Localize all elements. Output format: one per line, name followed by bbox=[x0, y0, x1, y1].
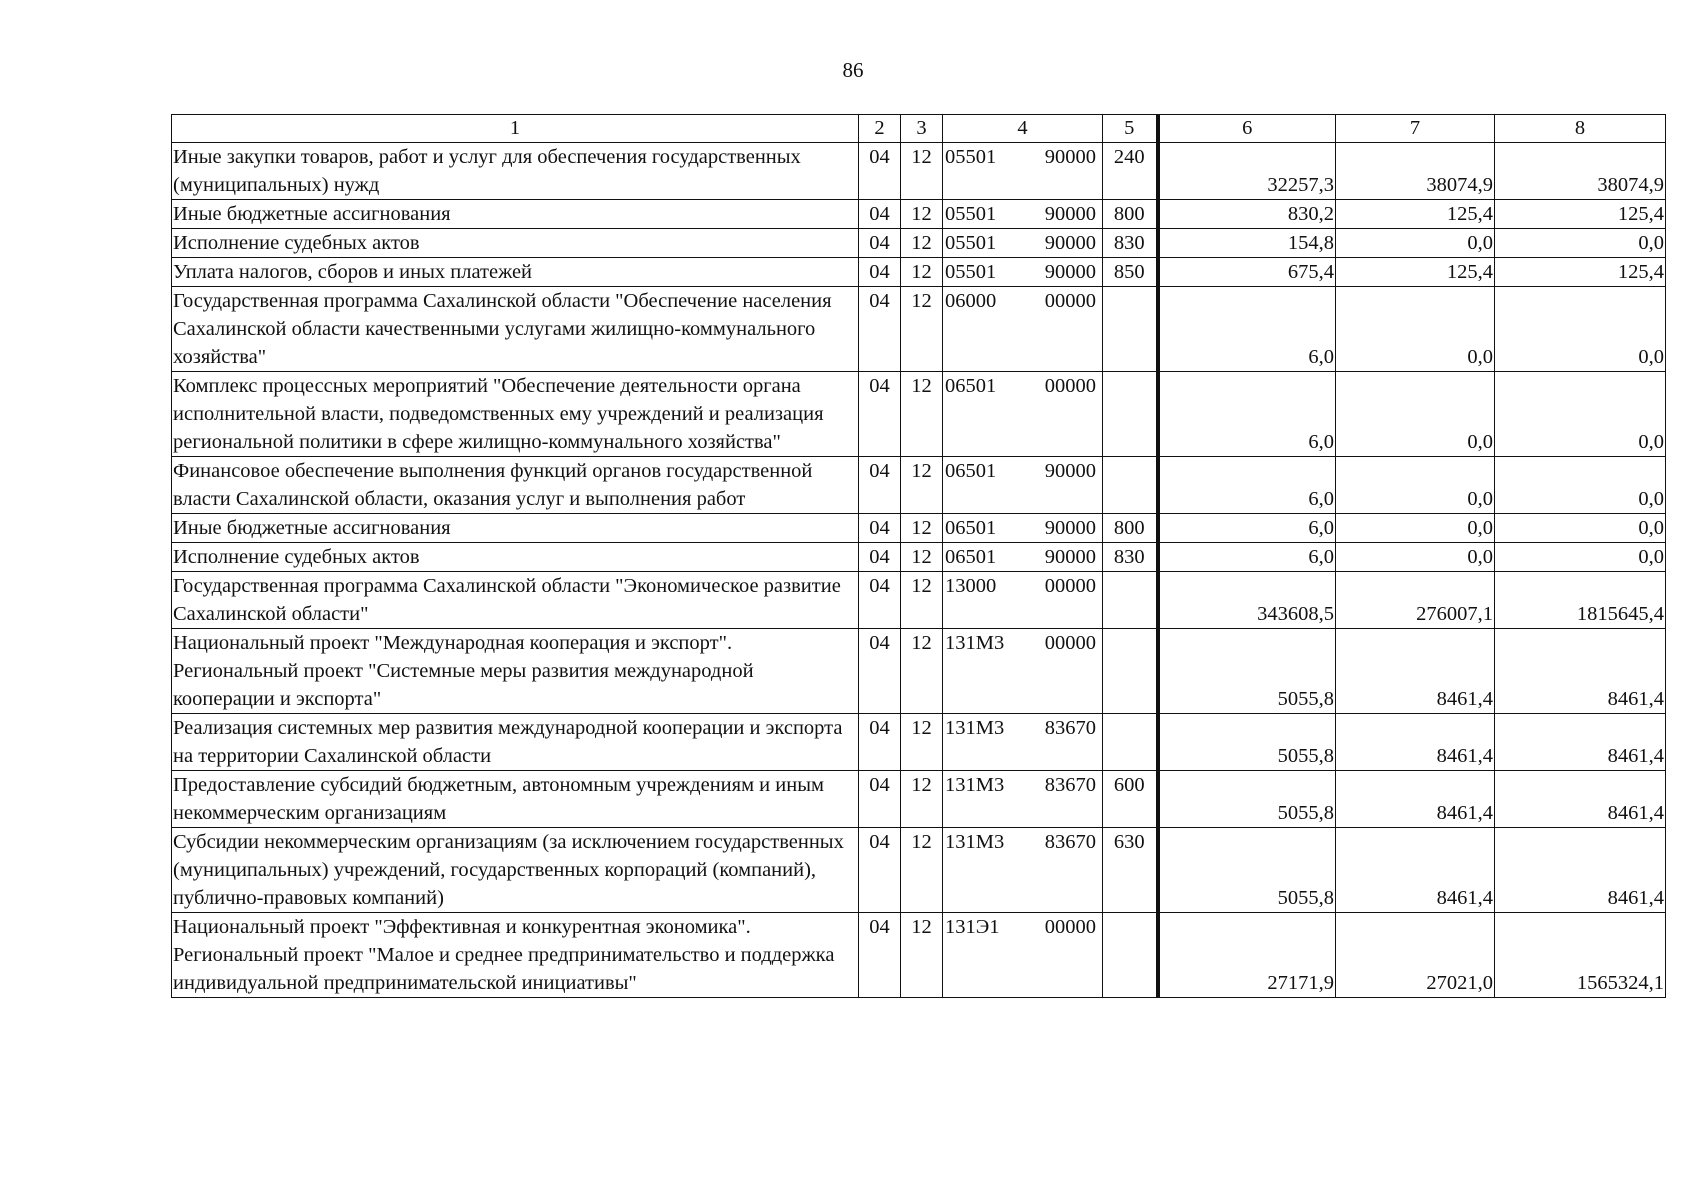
row-name-cell: Государственная программа Сахалинской области "Обеспечение населения Сахалинской области качественными услугами жилищно-коммунального хозяйства" bbox=[172, 287, 859, 372]
value-col8-cell: 0,0 bbox=[1495, 229, 1666, 258]
value-col6-cell: 5055,8 bbox=[1158, 714, 1336, 771]
subsection-code-cell: 12 bbox=[901, 714, 943, 771]
table-row bbox=[172, 200, 1666, 229]
value-col6-cell: 27171,9 bbox=[1158, 913, 1336, 998]
value-col6-cell: 154,8 bbox=[1158, 229, 1336, 258]
target-article-program-part: 131М3 bbox=[945, 717, 1005, 739]
section-code-cell: 04 bbox=[859, 828, 901, 913]
row-name-cell: Уплата налогов, сборов и иных платежей bbox=[172, 258, 859, 287]
subsection-code-cell: 12 bbox=[901, 828, 943, 913]
target-article-program-part: 131М3 bbox=[945, 632, 1005, 654]
subsection-code-cell: 12 bbox=[901, 629, 943, 714]
expense-type-cell: 830 bbox=[1103, 543, 1158, 572]
value-col7-cell: 276007,1 bbox=[1336, 572, 1495, 629]
row-name-cell: Национальный проект "Международная кооперация и экспорт". Региональный проект "Системные меры развития международной кооперации и экспорта" bbox=[172, 629, 859, 714]
row-name-cell: Исполнение судебных актов bbox=[172, 229, 859, 258]
target-article-cell bbox=[943, 629, 1103, 714]
value-col8-cell: 8461,4 bbox=[1495, 629, 1666, 714]
value-col8-cell: 0,0 bbox=[1495, 287, 1666, 372]
value-col7-cell: 8461,4 bbox=[1336, 771, 1495, 828]
target-article-program-part: 13000 bbox=[945, 575, 997, 597]
value-col7-cell: 27021,0 bbox=[1336, 913, 1495, 998]
value-col6-cell: 830,2 bbox=[1158, 200, 1336, 229]
column-header: 2 bbox=[859, 115, 901, 143]
subsection-code-cell: 12 bbox=[901, 457, 943, 514]
target-article-direction-part: 90000 bbox=[1044, 232, 1096, 254]
expense-type-cell bbox=[1103, 714, 1158, 771]
value-col6-cell: 6,0 bbox=[1158, 514, 1336, 543]
table-row bbox=[172, 229, 1666, 258]
value-col8-cell: 38074,9 bbox=[1495, 143, 1666, 200]
table-row bbox=[172, 913, 1666, 998]
section-code-cell: 04 bbox=[859, 543, 901, 572]
subsection-code-cell: 12 bbox=[901, 372, 943, 457]
expense-type-cell bbox=[1103, 572, 1158, 629]
value-col6-cell: 32257,3 bbox=[1158, 143, 1336, 200]
target-article-direction-part: 90000 bbox=[1044, 517, 1096, 539]
target-article-program-part: 06501 bbox=[945, 517, 997, 539]
row-name-cell: Финансовое обеспечение выполнения функций органов государственной власти Сахалинской области, оказания услуг и выполнения работ bbox=[172, 457, 859, 514]
expense-type-cell: 850 bbox=[1103, 258, 1158, 287]
subsection-code-cell: 12 bbox=[901, 258, 943, 287]
table-row bbox=[172, 372, 1666, 457]
value-col6-cell: 343608,5 bbox=[1158, 572, 1336, 629]
section-code-cell: 04 bbox=[859, 714, 901, 771]
row-name-cell: Государственная программа Сахалинской области "Экономическое развитие Сахалинской области" bbox=[172, 572, 859, 629]
value-col8-cell: 1565324,1 bbox=[1495, 913, 1666, 998]
value-col7-cell: 0,0 bbox=[1336, 457, 1495, 514]
target-article-cell bbox=[943, 828, 1103, 913]
table-row bbox=[172, 714, 1666, 771]
table-row bbox=[172, 828, 1666, 913]
value-col8-cell: 1815645,4 bbox=[1495, 572, 1666, 629]
section-code-cell: 04 bbox=[859, 572, 901, 629]
target-article-direction-part: 90000 bbox=[1044, 460, 1096, 482]
target-article-program-part: 131Э1 bbox=[945, 916, 1000, 938]
row-name-cell: Субсидии некоммерческим организациям (за исключением государственных (муниципальных) учреждений, государственных корпораций (компаний), публично-правовых компаний) bbox=[172, 828, 859, 913]
target-article-cell bbox=[943, 229, 1103, 258]
value-col8-cell: 8461,4 bbox=[1495, 771, 1666, 828]
target-article-program-part: 131М3 bbox=[945, 831, 1005, 853]
target-article-program-part: 06501 bbox=[945, 546, 997, 568]
table-row bbox=[172, 572, 1666, 629]
target-article-program-part: 06501 bbox=[945, 375, 997, 397]
target-article-program-part: 05501 bbox=[945, 261, 997, 283]
target-article-cell bbox=[943, 200, 1103, 229]
expense-type-cell: 830 bbox=[1103, 229, 1158, 258]
target-article-direction-part: 00000 bbox=[1044, 632, 1096, 654]
expense-type-cell: 240 bbox=[1103, 143, 1158, 200]
value-col8-cell: 0,0 bbox=[1495, 372, 1666, 457]
target-article-program-part: 06501 bbox=[945, 460, 997, 482]
target-article-direction-part: 90000 bbox=[1044, 261, 1096, 283]
row-name-cell: Исполнение судебных актов bbox=[172, 543, 859, 572]
header-row bbox=[172, 115, 1666, 143]
column-header: 6 bbox=[1158, 115, 1336, 143]
value-col6-cell: 6,0 bbox=[1158, 287, 1336, 372]
target-article-cell bbox=[943, 372, 1103, 457]
row-name-cell: Предоставление субсидий бюджетным, автономным учреждениям и иным некоммерческим организациям bbox=[172, 771, 859, 828]
value-col7-cell: 125,4 bbox=[1336, 200, 1495, 229]
row-name-cell: Национальный проект "Эффективная и конкурентная экономика". Региональный проект "Малое и среднее предпринимательство и поддержка индивидуальной предпринимательской инициативы" bbox=[172, 913, 859, 998]
section-code-cell: 04 bbox=[859, 287, 901, 372]
value-col8-cell: 8461,4 bbox=[1495, 828, 1666, 913]
target-article-program-part: 06000 bbox=[945, 290, 997, 312]
target-article-cell bbox=[943, 143, 1103, 200]
target-article-direction-part: 83670 bbox=[1044, 717, 1096, 739]
value-col8-cell: 8461,4 bbox=[1495, 714, 1666, 771]
target-article-cell bbox=[943, 543, 1103, 572]
target-article-direction-part: 00000 bbox=[1044, 575, 1096, 597]
target-article-direction-part: 83670 bbox=[1044, 831, 1096, 853]
row-name-cell: Реализация системных мер развития международной кооперации и экспорта на территории Сахалинской области bbox=[172, 714, 859, 771]
value-col7-cell: 125,4 bbox=[1336, 258, 1495, 287]
target-article-cell bbox=[943, 714, 1103, 771]
table-row bbox=[172, 258, 1666, 287]
row-name-cell: Иные закупки товаров, работ и услуг для обеспечения государственных (муниципальных) нужд bbox=[172, 143, 859, 200]
subsection-code-cell: 12 bbox=[901, 771, 943, 828]
value-col7-cell: 8461,4 bbox=[1336, 828, 1495, 913]
subsection-code-cell: 12 bbox=[901, 572, 943, 629]
target-article-direction-part: 83670 bbox=[1044, 774, 1096, 796]
target-article-cell bbox=[943, 572, 1103, 629]
value-col8-cell: 125,4 bbox=[1495, 258, 1666, 287]
table-row bbox=[172, 143, 1666, 200]
target-article-direction-part: 00000 bbox=[1044, 375, 1096, 397]
section-code-cell: 04 bbox=[859, 200, 901, 229]
section-code-cell: 04 bbox=[859, 629, 901, 714]
subsection-code-cell: 12 bbox=[901, 543, 943, 572]
value-col7-cell: 0,0 bbox=[1336, 514, 1495, 543]
target-article-cell bbox=[943, 771, 1103, 828]
target-article-cell bbox=[943, 258, 1103, 287]
table-row bbox=[172, 543, 1666, 572]
column-header: 7 bbox=[1336, 115, 1495, 143]
target-article-program-part: 05501 bbox=[945, 232, 997, 254]
value-col6-cell: 675,4 bbox=[1158, 258, 1336, 287]
section-code-cell: 04 bbox=[859, 913, 901, 998]
value-col6-cell: 5055,8 bbox=[1158, 629, 1336, 714]
target-article-cell bbox=[943, 913, 1103, 998]
table-row bbox=[172, 514, 1666, 543]
page-number: 86 bbox=[842, 58, 864, 82]
column-header: 5 bbox=[1103, 115, 1158, 143]
column-header: 4 bbox=[943, 115, 1103, 143]
target-article-cell bbox=[943, 514, 1103, 543]
expense-type-cell bbox=[1103, 913, 1158, 998]
target-article-direction-part: 00000 bbox=[1044, 290, 1096, 312]
expense-type-cell: 600 bbox=[1103, 771, 1158, 828]
target-article-cell bbox=[943, 457, 1103, 514]
target-article-direction-part: 90000 bbox=[1044, 203, 1096, 225]
value-col7-cell: 0,0 bbox=[1336, 287, 1495, 372]
row-name-cell: Иные бюджетные ассигнования bbox=[172, 200, 859, 229]
expense-type-cell: 630 bbox=[1103, 828, 1158, 913]
target-article-direction-part: 90000 bbox=[1044, 546, 1096, 568]
value-col6-cell: 5055,8 bbox=[1158, 828, 1336, 913]
target-article-program-part: 131М3 bbox=[945, 774, 1005, 796]
target-article-direction-part: 00000 bbox=[1044, 916, 1096, 938]
value-col7-cell: 0,0 bbox=[1336, 229, 1495, 258]
value-col8-cell: 125,4 bbox=[1495, 200, 1666, 229]
subsection-code-cell: 12 bbox=[901, 200, 943, 229]
expense-type-cell bbox=[1103, 457, 1158, 514]
table-row bbox=[172, 771, 1666, 828]
column-header: 1 bbox=[172, 115, 859, 143]
target-article-program-part: 05501 bbox=[945, 203, 997, 225]
section-code-cell: 04 bbox=[859, 372, 901, 457]
section-code-cell: 04 bbox=[859, 143, 901, 200]
value-col7-cell: 0,0 bbox=[1336, 372, 1495, 457]
expense-type-cell: 800 bbox=[1103, 200, 1158, 229]
budget-table bbox=[171, 114, 1666, 998]
table-row bbox=[172, 457, 1666, 514]
value-col7-cell: 0,0 bbox=[1336, 543, 1495, 572]
value-col8-cell: 0,0 bbox=[1495, 514, 1666, 543]
value-col6-cell: 6,0 bbox=[1158, 457, 1336, 514]
table-row bbox=[172, 287, 1666, 372]
row-name-cell: Комплекс процессных мероприятий "Обеспечение деятельности органа исполнительной власти, подведомственных ему учреждений и реализация региональной политики в сфере жилищно-коммунального хозяйства" bbox=[172, 372, 859, 457]
section-code-cell: 04 bbox=[859, 771, 901, 828]
subsection-code-cell: 12 bbox=[901, 229, 943, 258]
value-col6-cell: 6,0 bbox=[1158, 543, 1336, 572]
section-code-cell: 04 bbox=[859, 457, 901, 514]
column-header: 3 bbox=[901, 115, 943, 143]
value-col8-cell: 0,0 bbox=[1495, 457, 1666, 514]
subsection-code-cell: 12 bbox=[901, 514, 943, 543]
section-code-cell: 04 bbox=[859, 229, 901, 258]
expense-type-cell bbox=[1103, 372, 1158, 457]
expense-type-cell bbox=[1103, 287, 1158, 372]
value-col7-cell: 8461,4 bbox=[1336, 714, 1495, 771]
row-name-cell: Иные бюджетные ассигнования bbox=[172, 514, 859, 543]
expense-type-cell: 800 bbox=[1103, 514, 1158, 543]
expense-type-cell bbox=[1103, 629, 1158, 714]
subsection-code-cell: 12 bbox=[901, 287, 943, 372]
target-article-cell bbox=[943, 287, 1103, 372]
section-code-cell: 04 bbox=[859, 258, 901, 287]
column-header: 8 bbox=[1495, 115, 1666, 143]
section-code-cell: 04 bbox=[859, 514, 901, 543]
value-col8-cell: 0,0 bbox=[1495, 543, 1666, 572]
table-row bbox=[172, 629, 1666, 714]
subsection-code-cell: 12 bbox=[901, 913, 943, 998]
target-article-program-part: 05501 bbox=[945, 146, 997, 168]
value-col6-cell: 6,0 bbox=[1158, 372, 1336, 457]
target-article-direction-part: 90000 bbox=[1044, 146, 1096, 168]
value-col6-cell: 5055,8 bbox=[1158, 771, 1336, 828]
value-col7-cell: 38074,9 bbox=[1336, 143, 1495, 200]
value-col7-cell: 8461,4 bbox=[1336, 629, 1495, 714]
subsection-code-cell: 12 bbox=[901, 143, 943, 200]
